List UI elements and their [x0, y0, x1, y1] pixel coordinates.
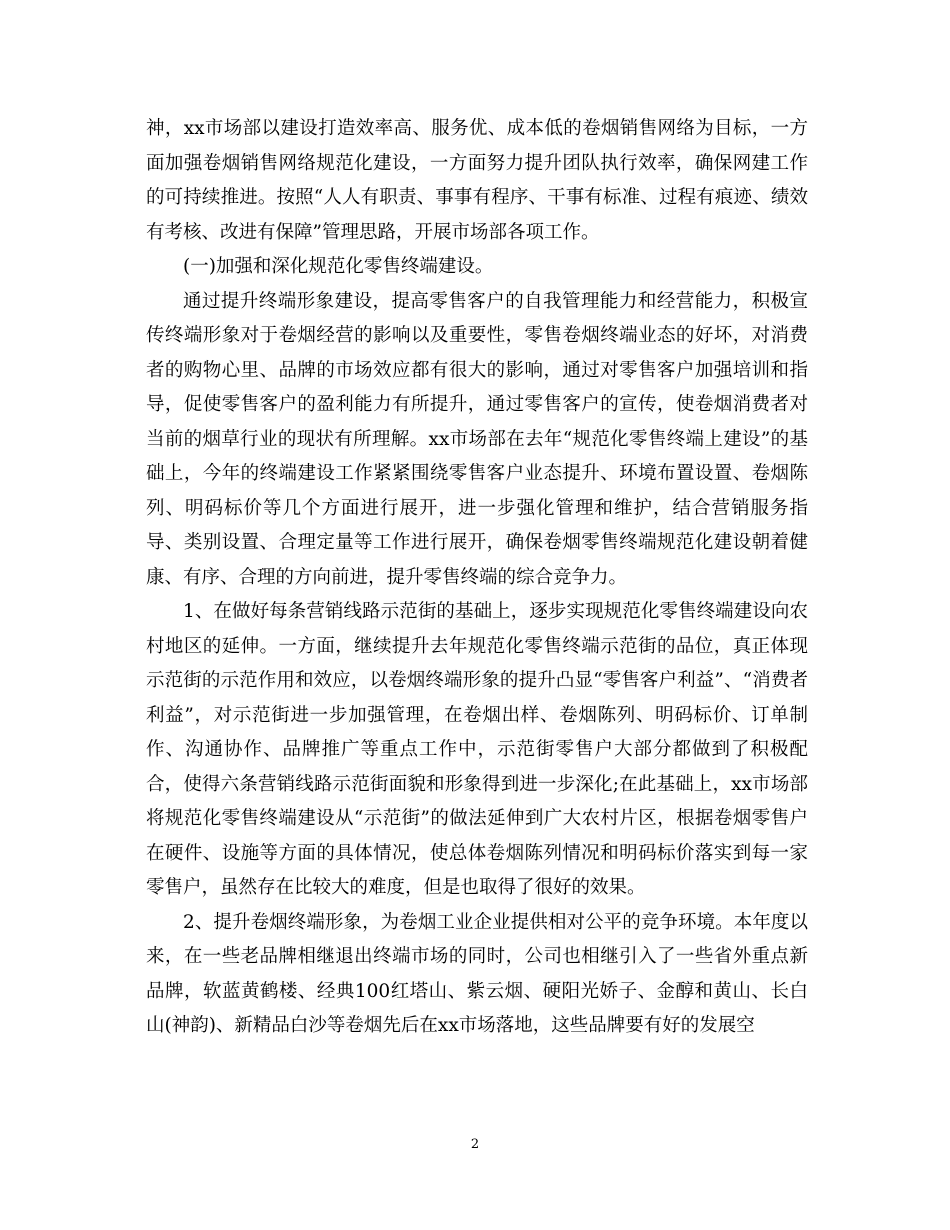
- paragraph-item-1: 1、在做好每条营销线路示范街的基础上，逐步实现规范化零售终端建设向农村地区的延伸。一方面，继续提升去年规范化零售终端示范街的品位，真正体现示范街的示范作用和效应，以卷烟终端形象的提升凸显“零售客户利益”、“消费者利益”，对示范街进一步加强管理，在卷烟出样、卷烟陈列、明码标价、订单制作、沟通协作、品牌推广等重点工作中，示范街零售户大部分都做到了积极配合，使得六条营销线路示范街面貌和形象得到进一步深化;在此基础上，xx市场部将规范化零售终端建设从“示范街”的做法延伸到广大农村片区，根据卷烟零售户在硬件、设施等方面的具体情况，使总体卷烟陈列情况和明码标价落实到每一家零售户，虽然存在比较大的难度，但是也取得了很好的效果。: [146, 601, 808, 898]
- document-body: [146, 112, 808, 1044]
- paragraph-item-2: 2、提升卷烟终端形象，为卷烟工业企业提供相对公平的竞争环境。本年度以来，在一些老品牌相继退出终端市场的同时，公司也相继引入了一些省外重点新品牌，软蓝黄鹤楼、经典100红塔山、紫云烟、硬阳光娇子、金醇和黄山、长白山(神韵)、新精品白沙等卷烟先后在xx市场落地，这些品牌要有好的发展空: [146, 911, 808, 1036]
- page-number: 2: [470, 1137, 480, 1152]
- paragraph-continuation: 神，xx市场部以建设打造效率高、服务优、成本低的卷烟销售网络为目标，一方面加强卷烟销售网络规范化建设，一方面努力提升团队执行效率，确保网建工作的可持续推进。按照“人人有职责、事事有程序、干事有标准、过程有痕迹、绩效有考核、改进有保障”管理思路，开展市场部各项工作。: [146, 118, 808, 243]
- paragraph-terminal-image: 通过提升终端形象建设，提高零售客户的自我管理能力和经营能力，积极宣传终端形象对于卷烟经营的影响以及重要性，零售卷烟终端业态的好坏，对消费者的购物心里、品牌的市场效应都有很大的影响，通过对零售客户加强培训和指导，促使零售客户的盈利能力有所提升，通过零售客户的宣传，使卷烟消费者对当前的烟草行业的现状有所理解。xx市场部在去年“规范化零售终端上建设”的基础上，今年的终端建设工作紧紧围绕零售客户业态提升、环境布置设置、卷烟陈列、明码标价等几个方面进行展开，进一步强化管理和维护，结合营销服务指导、类别设置、合理定量等工作进行展开，确保卷烟零售终端规范化建设朝着健康、有序、合理的方向前进，提升零售终端的综合竞争力。: [146, 290, 808, 588]
- section-heading: (一)加强和深化规范化零售终端建设。: [183, 256, 494, 277]
